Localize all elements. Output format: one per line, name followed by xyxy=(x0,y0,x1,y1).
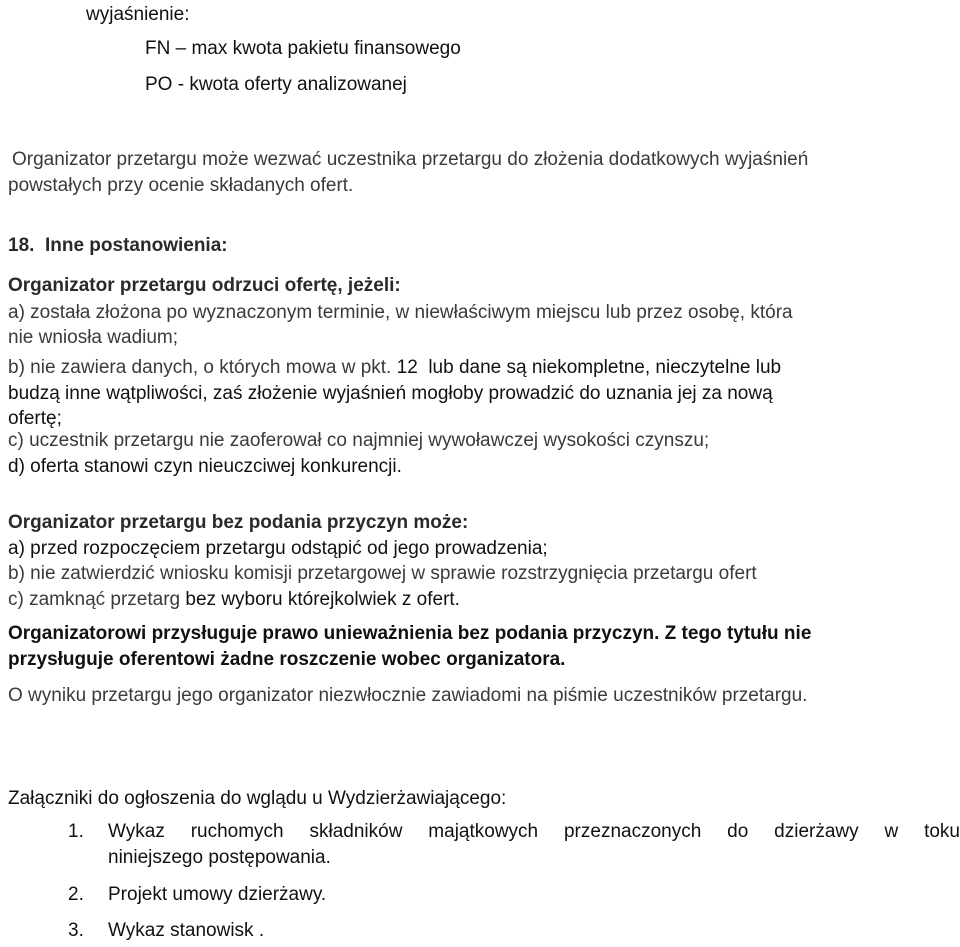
may-heading: Organizator przetargu bez podania przyczyn może: xyxy=(8,512,469,533)
may-item-c-part1: c) zamknąć przetarg xyxy=(8,589,186,610)
reject-item-b-line2: budzą inne wątpliwości, zaś złożenie wyjaśnień mogłoby prowadzić do uznania jej za nową xyxy=(8,383,773,404)
attachment-item-number: 3. xyxy=(68,920,84,941)
reject-item-a-line1: a) została złożona po wyznaczonym terminie, w niewłaściwym miejscu lub przez osobę, która xyxy=(8,302,793,323)
attachment-item-number: 2. xyxy=(68,884,84,905)
reject-item-b-line1 xyxy=(8,355,781,381)
reject-item-a-line2: nie wniosła wadium; xyxy=(8,327,179,348)
reject-item-b-line3: ofertę; xyxy=(8,408,62,429)
organizer-note-line2: powstałych przy ocenie składanych ofert. xyxy=(8,175,354,196)
annul-line2: przysługuje oferentowi żadne roszczenie wobec organizatora. xyxy=(8,649,566,670)
explanation-fn: FN – max kwota pakietu finansowego xyxy=(145,38,461,59)
reject-heading: Organizator przetargu odrzuci ofertę, jeżeli: xyxy=(8,275,401,296)
attachment-item-text: Wykaz ruchomych składników majątkowych przeznaczonych do dzierżawy w toku xyxy=(108,821,960,842)
reject-item-b-part2: 12 lub dane są niekompletne, nieczytelne lub xyxy=(391,357,782,378)
may-item-a: a) przed rozpoczęciem przetargu odstąpić od jego prowadzenia; xyxy=(8,538,548,559)
reject-item-d: d) oferta stanowi czyn nieuczciwej konkurencji. xyxy=(8,456,402,477)
attachment-item-text-cont: niniejszego postępowania. xyxy=(108,847,331,868)
annul-line1: Organizatorowi przysługuje prawo unieważnienia bez podania przyczyn. Z tego tytułu nie xyxy=(8,623,812,644)
reject-item-b-part1: b) nie zawiera danych, o których mowa w pkt. xyxy=(8,357,392,378)
may-item-c-part2: bez wyboru którejkolwiek z ofert. xyxy=(185,589,460,610)
organizer-note-line1: Organizator przetargu może wezwać uczestnika przetargu do złożenia dodatkowych wyjaśnień xyxy=(12,149,809,170)
explanation-label: wyjaśnienie: xyxy=(86,4,190,25)
result-note: O wyniku przetargu jego organizator niezwłocznie zawiadomi na piśmie uczestników przetargu. xyxy=(8,685,808,706)
attachment-item-text: Projekt umowy dzierżawy. xyxy=(108,884,327,905)
may-item-c xyxy=(8,587,460,613)
attachments-heading: Załączniki do ogłoszenia do wglądu u Wydzierżawiającego: xyxy=(8,788,507,809)
reject-item-c: c) uczestnik przetargu nie zaoferował co najmniej wywoławczej wysokości czynszu; xyxy=(8,430,710,451)
attachment-item-number: 1. xyxy=(68,821,84,842)
explanation-po: PO - kwota oferty analizowanej xyxy=(145,74,407,95)
section-18-heading: 18. Inne postanowienia: xyxy=(8,235,228,256)
may-item-b: b) nie zatwierdzić wniosku komisji przetargowej w sprawie rozstrzygnięcia przetargu ofert xyxy=(8,563,757,584)
attachment-item-text: Wykaz stanowisk . xyxy=(108,920,265,941)
